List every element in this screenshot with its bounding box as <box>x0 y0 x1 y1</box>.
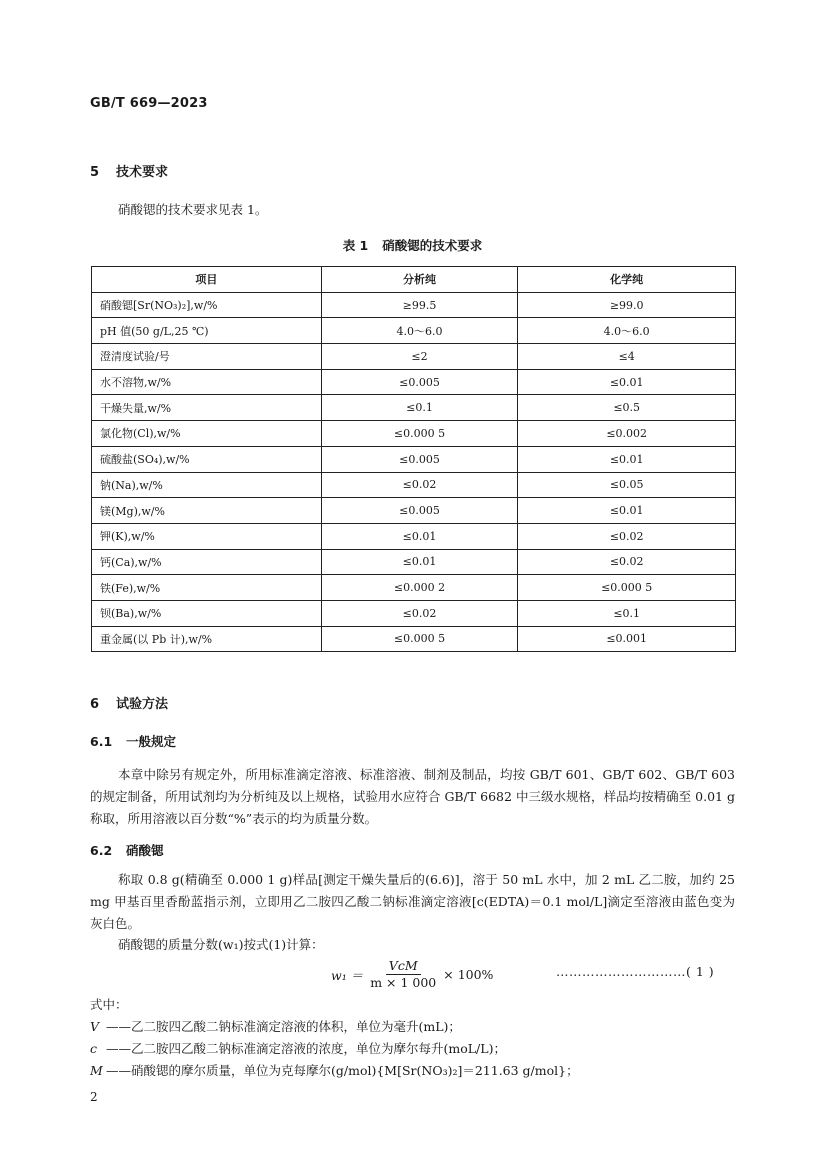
where-item <box>90 1038 506 1060</box>
cp-cell: ≥99.0 <box>518 292 736 318</box>
table-row <box>92 446 736 472</box>
item-cell: 硝酸锶[Sr(NO₃)₂],w/% <box>92 292 322 318</box>
section-5-heading <box>90 161 168 180</box>
cp-cell: ≤0.000 5 <box>518 575 736 601</box>
section-6-heading <box>90 693 168 712</box>
item-cell: pH 值(50 g/L,25 ℃) <box>92 318 322 344</box>
formula-lhs: w₁ ＝ <box>331 967 364 983</box>
table-row <box>92 575 736 601</box>
table-row <box>92 369 736 395</box>
ar-cell: ≤2 <box>321 344 518 370</box>
item-cell: 镁(Mg),w/% <box>92 498 322 524</box>
symbol: M <box>90 1063 103 1078</box>
table-row <box>92 344 736 370</box>
table-row <box>92 498 736 524</box>
table-row <box>92 523 736 549</box>
ar-cell: ≤0.02 <box>321 472 518 498</box>
where-label: 式中： <box>90 997 128 1012</box>
section-number: 6 <box>90 697 100 712</box>
formula-rhs: × 100% <box>443 967 494 982</box>
ar-cell: ≤0.005 <box>321 446 518 472</box>
cp-cell: ≤0.02 <box>518 523 736 549</box>
ar-cell: ≤0.1 <box>321 395 518 421</box>
section-5-intro: 硝酸锶的技术要求见表 1。 <box>118 202 268 217</box>
ar-cell: ≥99.5 <box>321 292 518 318</box>
subsection-title: 一般规定 <box>126 734 177 749</box>
subsection-6-2-heading <box>90 841 164 859</box>
item-cell: 氯化物(Cl),w/% <box>92 421 322 447</box>
table-row <box>92 549 736 575</box>
section-title: 试验方法 <box>116 697 169 712</box>
where-item <box>90 1060 579 1082</box>
item-cell: 水不溶物,w/% <box>92 369 322 395</box>
cp-cell: ≤0.001 <box>518 626 736 652</box>
spec-table <box>91 266 736 652</box>
item-cell: 钾(K),w/% <box>92 523 322 549</box>
subsection-number: 6.1 <box>90 734 113 749</box>
subsection-number: 6.2 <box>90 843 113 858</box>
cp-cell: ≤0.01 <box>518 498 736 524</box>
formula-intro: 硝酸锶的质量分数(w₁)按式(1)计算： <box>118 937 324 952</box>
item-cell: 钡(Ba),w/% <box>92 600 322 626</box>
cp-cell: ≤0.02 <box>518 549 736 575</box>
table-label: 表 1 <box>342 238 369 253</box>
subsection-6-1-heading <box>90 732 176 750</box>
table-caption <box>90 236 735 254</box>
formula-numerator: VcM <box>386 958 421 975</box>
item-cell: 铁(Fe),w/% <box>92 575 322 601</box>
ar-cell: ≤0.005 <box>321 498 518 524</box>
ar-cell: ≤0.005 <box>321 369 518 395</box>
cp-cell: ≤0.01 <box>518 369 736 395</box>
item-cell: 钠(Na),w/% <box>92 472 322 498</box>
page-number: 2 <box>90 1090 98 1104</box>
item-cell: 干燥失量,w/% <box>92 395 322 421</box>
cp-cell: ≤0.5 <box>518 395 736 421</box>
formula-1 <box>331 958 493 991</box>
table-title: 硝酸锶的技术要求 <box>382 238 483 253</box>
table-header-row <box>92 267 736 293</box>
ar-cell: ≤0.000 2 <box>321 575 518 601</box>
equation-number: …………………………( 1 ) <box>556 964 715 979</box>
symbol-definition: ——乙二胺四乙酸二钠标准滴定溶液的体积，单位为毫升(mL)； <box>106 1019 461 1034</box>
symbol: c <box>90 1041 98 1056</box>
table-row <box>92 472 736 498</box>
column-header: 项目 <box>92 267 322 293</box>
cp-cell: ≤0.1 <box>518 600 736 626</box>
ar-cell: ≤0.01 <box>321 549 518 575</box>
ar-cell: ≤0.02 <box>321 600 518 626</box>
procedure-paragraph: 称取 0.8 g(精确至 0.000 1 g)样品[测定干燥失量后的(6.6)]，溶于 50 mL 水中，加 2 mL 乙二胺，加约 25 mg 甲基百里香酚蓝指示剂，立即用乙二胺四乙酸二钠标准滴定溶液[c(EDTA)＝0.1 mol/L]滴定至溶液由蓝色变为灰白色。 <box>90 872 735 931</box>
formula-denominator: m × 1 000 <box>370 975 437 990</box>
ar-cell: ≤0.000 5 <box>321 421 518 447</box>
item-cell: 钙(Ca),w/% <box>92 549 322 575</box>
table-row <box>92 292 736 318</box>
symbol-definition: ——硝酸锶的摩尔质量，单位为克每摩尔(g/mol){M[Sr(NO₃)₂]＝211.63 g/mol}； <box>106 1063 579 1078</box>
subsection-title: 硝酸锶 <box>126 843 164 858</box>
standard-number: GB/T 669—2023 <box>90 96 208 111</box>
ar-cell: 4.0～6.0 <box>321 318 518 344</box>
ar-cell: ≤0.000 5 <box>321 626 518 652</box>
table-row <box>92 600 736 626</box>
formula-fraction <box>367 958 439 991</box>
table-row <box>92 318 736 344</box>
ar-cell: ≤0.01 <box>321 523 518 549</box>
general-rules-paragraph: 本章中除另有规定外，所用标准滴定溶液、标准溶液、制剂及制品，均按 GB/T 601、GB/T 602、GB/T 603 的规定制备，所用试剂均为分析纯及以上规格，试验用水应符合 GB/T 6682 中三级水规格，样品均按精确至 0.01 g 称取，所用溶液以百分数“%”表示的均为质量分数。 <box>90 767 735 826</box>
column-header: 化学纯 <box>518 267 736 293</box>
column-header: 分析纯 <box>321 267 518 293</box>
item-cell: 硫酸盐(SO₄),w/% <box>92 446 322 472</box>
where-item <box>90 1016 461 1038</box>
item-cell: 重金属(以 Pb 计),w/% <box>92 626 322 652</box>
table-row <box>92 626 736 652</box>
cp-cell: ≤0.002 <box>518 421 736 447</box>
section-title: 技术要求 <box>116 165 169 180</box>
cp-cell: 4.0～6.0 <box>518 318 736 344</box>
symbol: V <box>90 1019 100 1034</box>
cp-cell: ≤0.05 <box>518 472 736 498</box>
section-number: 5 <box>90 165 100 180</box>
symbol-definition: ——乙二胺四乙酸二钠标准滴定溶液的浓度，单位为摩尔每升(moL/L)； <box>106 1041 506 1056</box>
cp-cell: ≤0.01 <box>518 446 736 472</box>
table-row <box>92 421 736 447</box>
table-row <box>92 395 736 421</box>
cp-cell: ≤4 <box>518 344 736 370</box>
item-cell: 澄清度试验/号 <box>92 344 322 370</box>
